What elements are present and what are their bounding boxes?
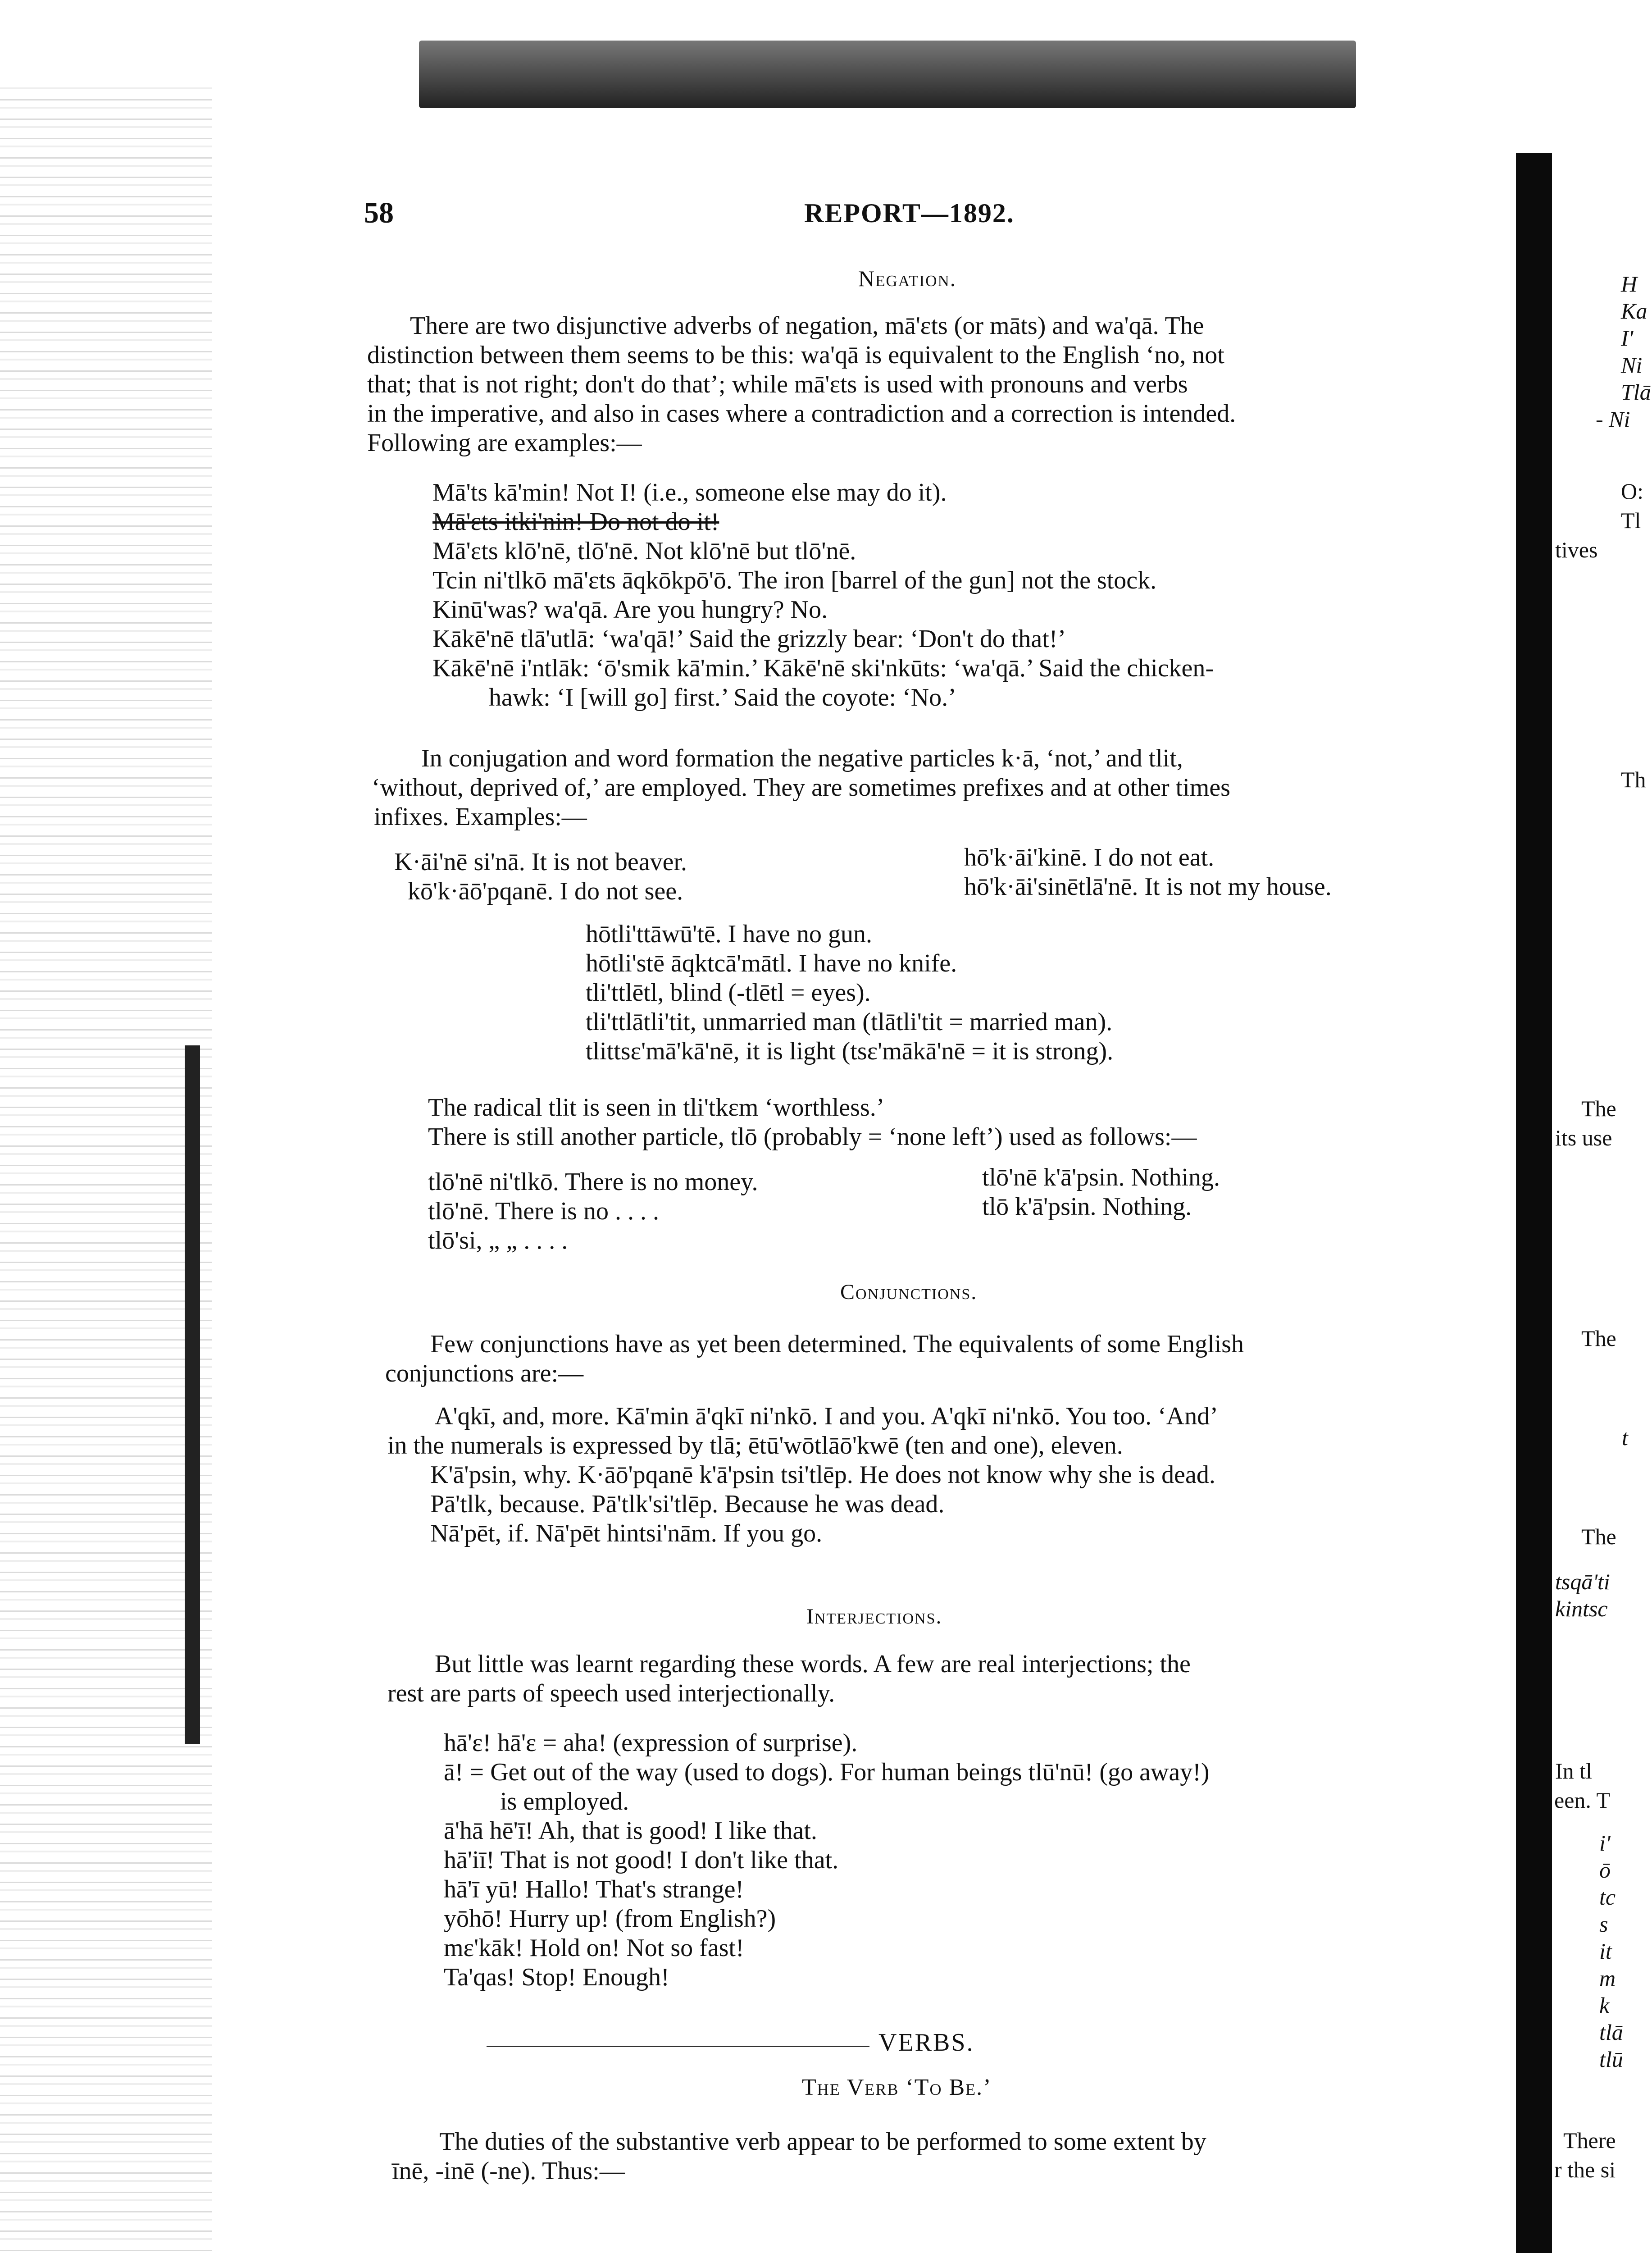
fragment-text: t [1622, 1425, 1628, 1450]
fragment-text: tc [1599, 1884, 1616, 1910]
example-line: hō'k·āi'kinē. I do not eat. [964, 844, 1215, 871]
paragraph-line: There is still another particle, tlō (probably = ‘none left’) used as follows:— [428, 1123, 1197, 1151]
fragment-text: H [1621, 271, 1638, 296]
example-line: A'qkī, and, more. Kā'min ā'qkī ni'nkō. I and you. A'qkī ni'nkō. You too. ‘And’ [435, 1402, 1218, 1430]
paragraph-line: In conjugation and word formation the negative particles k·ā, ‘not,’ and tlit, [421, 744, 1183, 772]
fragment-text: Tl [1621, 508, 1641, 533]
fragment-text: I' [1621, 325, 1634, 351]
example-line: hā'iī! That is not good! I don't like that. [444, 1846, 839, 1874]
paragraph-line: The duties of the substantive verb appear to be performed to some extent by [439, 2128, 1206, 2156]
paragraph-line: But little was learnt regarding these words. A few are real interjections; the [435, 1650, 1191, 1678]
fragment-text: The [1581, 1096, 1616, 1121]
paragraph-line: The radical tlit is seen in tli'tkɛm ‘worthless.’ [428, 1094, 885, 1122]
example-line: tlō'nē k'ā'psin. Nothing. [982, 1163, 1220, 1191]
example-line: hōtli'stē āqktcā'mātl. I have no knife. [586, 949, 957, 977]
example-line: K'ā'psin, why. K·āō'pqanē k'ā'psin tsi'tlēp. He does not know why she is dead. [430, 1461, 1215, 1489]
binding-shadow [0, 81, 212, 2253]
fragment-text: There [1563, 2128, 1616, 2153]
example-line: hā'ī yū! Hallo! That's strange! [444, 1875, 744, 1903]
fragment-text: The [1581, 1524, 1616, 1549]
fragment-text: Ni [1621, 352, 1643, 378]
fragment-text: een. T [1554, 1788, 1611, 1813]
scan-clip-bar [419, 41, 1356, 108]
fragment-text: its use [1555, 1125, 1612, 1150]
example-line: hōtli'ttāwū'tē. I have no gun. [586, 920, 873, 948]
example-line: tlō k'ā'psin. Nothing. [982, 1193, 1192, 1221]
example-line: Tcin ni'tlkō mā'ɛts āqkōkpō'ō. The iron [barrel of the gun] not the stock. [432, 566, 1157, 594]
example-line: Nā'pēt, if. Nā'pēt hintsi'nām. If you go. [430, 1519, 823, 1547]
paragraph-line: rest are parts of speech used interjectionally. [387, 1679, 835, 1707]
section-heading-negation: Negation. [858, 266, 957, 291]
example-line: tlō'nē. There is no . . . . [428, 1197, 659, 1225]
running-title: REPORT—1892. [804, 198, 1015, 228]
example-line: yōhō! Hurry up! (from English?) [444, 1905, 776, 1933]
section-heading-verbs: VERBS. [878, 2029, 974, 2057]
paragraph-line: conjunctions are:— [385, 1359, 584, 1387]
example-line: hō'k·āi'sinētlā'nē. It is not my house. [964, 873, 1332, 901]
fragment-text: O: [1621, 479, 1643, 504]
fragment-text: it [1599, 1938, 1612, 1964]
section-heading-conjunctions: Conjunctions. [840, 1280, 978, 1304]
example-line: Pā'tlk, because. Pā'tlk'si'tlēp. Because he was dead. [430, 1490, 945, 1518]
example-line: is employed. [500, 1788, 629, 1815]
example-line: in the numerals is expressed by tlā; ētū'wōtlāō'kwē (ten and one), eleven. [387, 1432, 1123, 1459]
page-edge-shadow [1516, 153, 1552, 2253]
subsection-heading: The Verb ‘To Be.’ [802, 2075, 992, 2100]
example-line: Mā'ɛts itki'nin! Do not do it! [432, 508, 719, 536]
fragment-text: - Ni [1596, 406, 1630, 432]
paragraph-line: that; that is not right; don't do that’; while mā'ɛts is used with pronouns and verbs [367, 370, 1188, 398]
fragment-text: kintsc [1555, 1596, 1608, 1621]
section-rule [487, 2046, 869, 2047]
fragment-text: The [1581, 1326, 1616, 1351]
paragraph-line: Following are examples:— [367, 429, 642, 457]
example-line: mɛ'kāk! Hold on! Not so fast! [444, 1934, 744, 1962]
example-line: Ta'qas! Stop! Enough! [444, 1963, 669, 1991]
example-line: ā! = Get out of the way (used to dogs). For human beings tlū'nū! (go away!) [444, 1758, 1210, 1786]
fragment-text: tsqā'ti [1555, 1569, 1610, 1594]
paragraph-line: in the imperative, and also in cases where a contradiction and a correction is intended. [367, 400, 1236, 428]
example-line: tlittsɛ'mā'kā'nē, it is light (tsɛ'mākā'nē = it is strong). [586, 1037, 1114, 1065]
example-line: tli'ttlātli'tit, unmarried man (tlātli'tit = married man). [586, 1008, 1113, 1036]
fragment-text: r the si [1554, 2157, 1616, 2182]
example-line: Kākē'nē tlā'utlā: ‘wa'qā!’ Said the grizzly bear: ‘Don't do that!’ [432, 625, 1066, 653]
fragment-text: Ka [1621, 298, 1647, 324]
fragment-text: tlā [1599, 2020, 1623, 2045]
paragraph-line: īnē, -inē (-ne). Thus:— [392, 2157, 625, 2185]
example-line: Kinū'was? wa'qā. Are you hungry? No. [432, 596, 828, 624]
paragraph-line: There are two disjunctive adverbs of negation, mā'ɛts (or māts) and wa'qā. The [410, 312, 1204, 340]
example-line: ā'hā hē'ī! Ah, that is good! I like that. [444, 1817, 817, 1845]
example-line: hawk: ‘I [will go] first.’ Said the coyote: ‘No.’ [489, 684, 956, 711]
fragment-text: Tlā [1621, 379, 1651, 405]
fragment-text: Th [1621, 767, 1646, 792]
fragment-text: k [1599, 1993, 1610, 2018]
paragraph-line: infixes. Examples:— [374, 803, 587, 831]
example-line: kō'k·āō'pqanē. I do not see. [408, 877, 683, 905]
example-line: tlō'si, „ „ . . . . [428, 1227, 568, 1254]
paragraph-line: Few conjunctions have as yet been determined. The equivalents of some English [430, 1330, 1244, 1358]
page-number: 58 [364, 196, 394, 229]
example-line: tlō'nē ni'tlkō. There is no money. [428, 1168, 758, 1196]
adjacent-page-fragment [1554, 252, 1652, 2253]
fragment-text: tives [1555, 537, 1598, 562]
example-line: K·āi'nē si'nā. It is not beaver. [394, 848, 687, 876]
example-line: Mā'ts kā'min! Not I! (i.e., someone else may do it). [432, 479, 947, 506]
example-line: Kākē'nē i'ntlāk: ‘ō'smik kā'min.’ Kākē'nē ski'nkūts: ‘wa'qā.’ Said the chicken- [432, 654, 1214, 682]
example-line: tli'ttlētl, blind (-tlētl = eyes). [586, 979, 871, 1007]
fragment-text: s [1599, 1911, 1608, 1937]
section-heading-interjections: Interjections. [806, 1605, 942, 1628]
binding-crease [185, 1045, 200, 1744]
fragment-text: tlū [1599, 2047, 1623, 2072]
example-line: hā'ɛ! hā'ɛ = aha! (expression of surprise). [444, 1729, 858, 1757]
fragment-text: In tl [1555, 1758, 1592, 1783]
paragraph-line: ‘without, deprived of,’ are employed. They are sometimes prefixes and at other times [372, 774, 1230, 802]
fragment-text: i' [1599, 1830, 1611, 1856]
fragment-text: ō [1599, 1857, 1611, 1883]
fragment-text: m [1599, 1966, 1616, 1991]
example-line: Mā'ɛts klō'nē, tlō'nē. Not klō'nē but tlō'nē. [432, 537, 856, 565]
paragraph-line: distinction between them seems to be this: wa'qā is equivalent to the English ‘no, not [367, 341, 1224, 369]
